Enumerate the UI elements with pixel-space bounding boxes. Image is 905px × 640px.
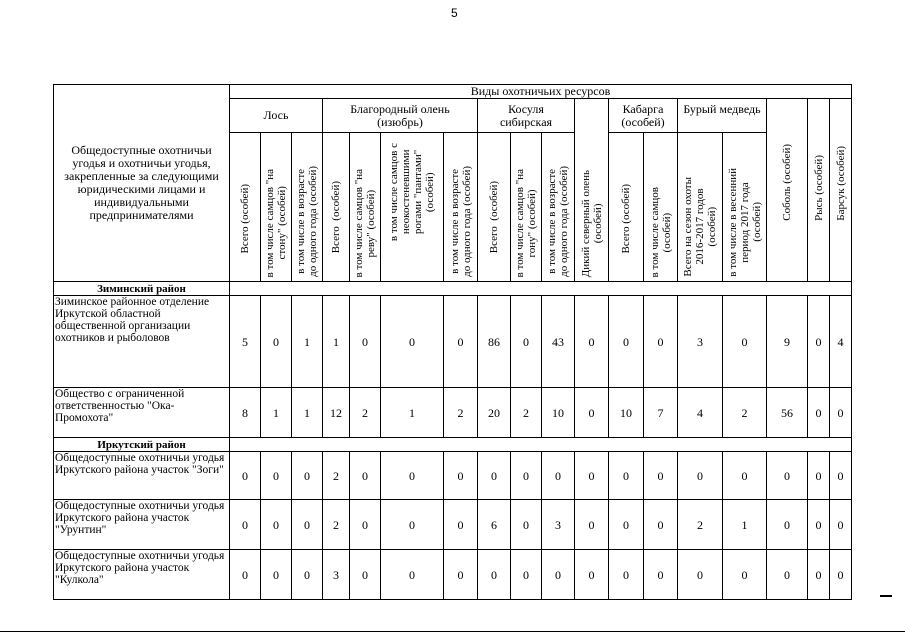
page-bottom-line [0,631,905,632]
col-moose-total: Всего (особей) [230,133,261,282]
species-header: Виды охотничьих ресурсов [230,85,852,99]
value-cell: 0 [808,296,830,388]
value-cell: 7 [644,388,678,438]
value-cell: 0 [261,500,292,550]
value-cell: 0 [644,452,678,500]
value-cell: 0 [575,500,609,550]
value-cell: 20 [478,388,511,438]
value-cell: 43 [542,296,575,388]
value-cell: 0 [575,388,609,438]
value-cell: 10 [542,388,575,438]
value-cell: 0 [542,452,575,500]
table-row [54,296,852,388]
value-cell: 0 [609,452,644,500]
value-cell: 2 [323,500,350,550]
value-cell: 2 [444,388,478,438]
table-row [54,388,852,438]
col-deer-total: Всего (особей) [323,133,350,282]
value-cell: 0 [261,452,292,500]
value-cell: 0 [444,550,478,600]
value-cell: 3 [678,296,723,388]
value-cell: 0 [830,550,852,600]
value-cell: 0 [575,550,609,600]
value-cell: 0 [678,550,723,600]
org-name: Зиминское районное отделение Иркутской областной общественной организации охотников и рыболовов [54,296,230,388]
value-cell: 0 [478,452,511,500]
table-row [54,500,852,550]
col-deer-young: в том числе в возрасте до одного года (особей) [444,133,478,282]
value-cell: 0 [830,388,852,438]
value-cell: 6 [478,500,511,550]
col-reindeer: Дикий северный олень (особей) [575,99,609,282]
value-cell: 0 [723,550,767,600]
value-cell: 0 [575,452,609,500]
col-bear-spring: в том числе в весенний период 2017 года (особей) [723,133,767,282]
value-cell: 0 [381,550,444,600]
value-cell: 0 [511,296,542,388]
value-cell: 0 [230,500,261,550]
table-row [54,452,852,500]
value-cell: 0 [767,452,808,500]
value-cell: 3 [542,500,575,550]
value-cell: 0 [644,550,678,600]
value-cell: 0 [644,500,678,550]
region-filler [230,438,852,452]
col-deer-antlers: в том числе самцов с неокостеневшими рогами "пантами" (особей) [381,133,444,282]
value-cell: 0 [609,500,644,550]
col-badger: Барсук (особей) [830,99,852,282]
col-moose-males: в том числе самцов "на стону" (особей) [261,133,292,282]
value-cell: 4 [678,388,723,438]
col-roe-males: в том числе самцов "на гону" (особей) [511,133,542,282]
value-cell: 0 [609,550,644,600]
value-cell: 0 [830,500,852,550]
org-name: Общество с ограниченной ответственностью "Ока-Промохота" [54,388,230,438]
value-cell: 0 [350,500,381,550]
value-cell: 1 [381,388,444,438]
value-cell: 1 [323,296,350,388]
col-musk-males: в том числе самцов (особей) [644,133,678,282]
hunting-resources-table [53,84,852,600]
org-column-header: Общедоступные охотничьи угодья и охотничьи угодья, закрепленные за следующими юридическими лицами и индивидуальными предпринимателями [54,85,230,282]
region-name: Зиминский район [54,282,230,296]
value-cell: 0 [444,500,478,550]
value-cell: 2 [678,500,723,550]
value-cell: 0 [230,550,261,600]
value-cell: 0 [444,452,478,500]
group-brown-bear: Бурый медведь [678,99,767,133]
value-cell: 0 [350,296,381,388]
value-cell: 3 [323,550,350,600]
value-cell: 8 [230,388,261,438]
col-roe-young: в том числе в возрасте до одного года (особей) [542,133,575,282]
value-cell: 0 [542,550,575,600]
value-cell: 0 [261,550,292,600]
col-deer-males: в том числе самцов "на реву" (особей) [350,133,381,282]
value-cell: 0 [381,296,444,388]
value-cell: 0 [808,452,830,500]
value-cell: 1 [292,388,323,438]
region-name: Иркутский район [54,438,230,452]
value-cell: 0 [444,296,478,388]
value-cell: 0 [292,500,323,550]
value-cell: 9 [767,296,808,388]
value-cell: 5 [230,296,261,388]
value-cell: 0 [478,550,511,600]
value-cell: 0 [261,296,292,388]
table-body [54,282,852,600]
value-cell: 0 [767,550,808,600]
col-musk-total: Всего (особей) [609,133,644,282]
page-number: 5 [451,6,458,20]
value-cell: 1 [723,500,767,550]
value-cell: 2 [723,388,767,438]
value-cell: 0 [678,452,723,500]
value-cell: 4 [830,296,852,388]
group-musk-deer: Кабарга (особей) [609,99,678,133]
value-cell: 0 [511,500,542,550]
group-red-deer: Благородный олень (изюбрь) [323,99,478,133]
group-moose: Лось [230,99,323,133]
col-sable: Соболь (особей) [767,99,808,282]
col-bear-season: Всего на сезон охоты 2016-2017 годов (особей) [678,133,723,282]
value-cell: 10 [609,388,644,438]
value-cell: 86 [478,296,511,388]
region-row [54,282,852,296]
value-cell: 0 [808,388,830,438]
region-row [54,438,852,452]
value-cell: 0 [609,296,644,388]
value-cell: 0 [644,296,678,388]
value-cell: 0 [292,550,323,600]
table-row [54,550,852,600]
value-cell: 0 [511,550,542,600]
margin-dash [880,595,892,597]
value-cell: 0 [230,452,261,500]
col-lynx: Рысь (особей) [808,99,830,282]
value-cell: 0 [575,296,609,388]
value-cell: 1 [261,388,292,438]
value-cell: 2 [511,388,542,438]
value-cell: 0 [767,500,808,550]
value-cell: 0 [381,500,444,550]
value-cell: 0 [830,452,852,500]
value-cell: 0 [723,296,767,388]
value-cell: 2 [323,452,350,500]
value-cell: 0 [350,550,381,600]
value-cell: 0 [381,452,444,500]
value-cell: 0 [723,452,767,500]
value-cell: 0 [808,500,830,550]
value-cell: 2 [350,388,381,438]
org-name: Общедоступные охотничьи угодья Иркутского района участок "Зоги" [54,452,230,500]
org-name: Общедоступные охотничьи угодья Иркутского района участок "Урунтин" [54,500,230,550]
value-cell: 0 [292,452,323,500]
value-cell: 0 [350,452,381,500]
value-cell: 1 [292,296,323,388]
value-cell: 12 [323,388,350,438]
col-roe-total: Всего (особей) [478,133,511,282]
value-cell: 0 [808,550,830,600]
group-roe-deer: Косуля сибирская [478,99,575,133]
region-filler [230,282,852,296]
col-moose-young: в том числе в возрасте до одного года (особей) [292,133,323,282]
org-name: Общедоступные охотничьи угодья Иркутского района участок "Кулкола" [54,550,230,600]
value-cell: 56 [767,388,808,438]
value-cell: 0 [511,452,542,500]
